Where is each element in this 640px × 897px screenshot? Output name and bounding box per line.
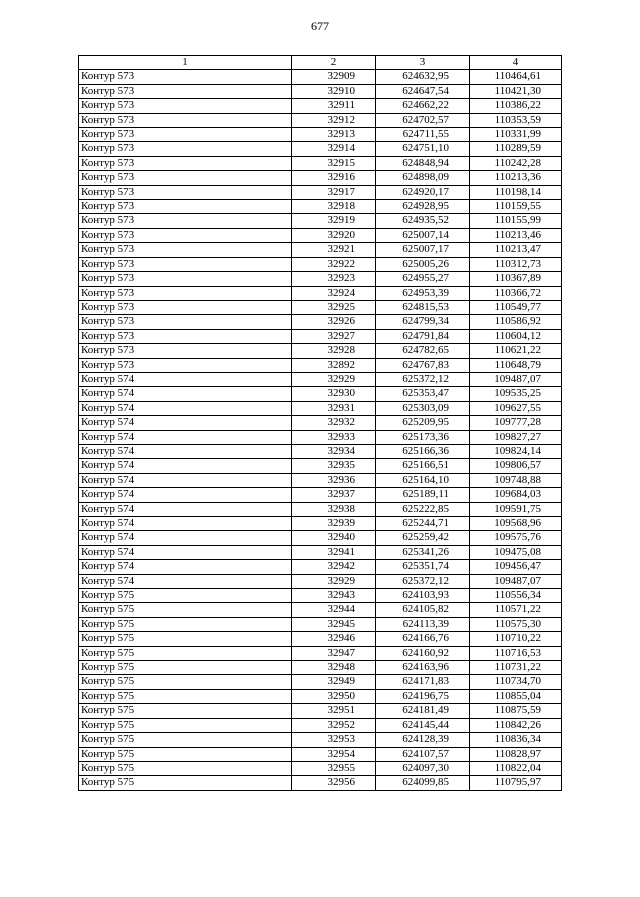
point-number-cell: 32917 <box>292 185 376 199</box>
y-coordinate-cell: 110464,61 <box>470 70 562 84</box>
table-row <box>79 560 562 574</box>
table-row <box>79 358 562 372</box>
table-row <box>79 761 562 775</box>
contour-name-cell: Контур 573 <box>79 214 292 228</box>
point-number-cell: 32928 <box>292 344 376 358</box>
point-number-cell: 32948 <box>292 661 376 675</box>
contour-name-cell: Контур 574 <box>79 517 292 531</box>
x-coordinate-cell: 625209,95 <box>376 416 470 430</box>
point-number-cell: 32956 <box>292 776 376 790</box>
point-number-cell: 32932 <box>292 416 376 430</box>
contour-name-cell: Контур 574 <box>79 502 292 516</box>
x-coordinate-cell: 625372,12 <box>376 372 470 386</box>
point-number-cell: 32919 <box>292 214 376 228</box>
table-row <box>79 272 562 286</box>
x-coordinate-cell: 625007,14 <box>376 228 470 242</box>
table-row <box>79 776 562 790</box>
coordinates-table <box>78 55 562 791</box>
column-header-3: 3 <box>376 56 470 70</box>
point-number-cell: 32926 <box>292 315 376 329</box>
y-coordinate-cell: 110710,22 <box>470 632 562 646</box>
table-row <box>79 444 562 458</box>
y-coordinate-cell: 110549,77 <box>470 300 562 314</box>
point-number-cell: 32914 <box>292 142 376 156</box>
contour-name-cell: Контур 574 <box>79 531 292 545</box>
x-coordinate-cell: 624799,34 <box>376 315 470 329</box>
table-row <box>79 502 562 516</box>
x-coordinate-cell: 625005,26 <box>376 257 470 271</box>
point-number-cell: 32951 <box>292 704 376 718</box>
y-coordinate-cell: 109627,55 <box>470 401 562 415</box>
y-coordinate-cell: 110155,99 <box>470 214 562 228</box>
y-coordinate-cell: 110828,97 <box>470 747 562 761</box>
point-number-cell: 32933 <box>292 430 376 444</box>
contour-name-cell: Контур 575 <box>79 761 292 775</box>
y-coordinate-cell: 110604,12 <box>470 329 562 343</box>
y-coordinate-cell: 110795,97 <box>470 776 562 790</box>
table-body <box>79 70 562 790</box>
y-coordinate-cell: 110366,72 <box>470 286 562 300</box>
x-coordinate-cell: 624166,76 <box>376 632 470 646</box>
contour-name-cell: Контур 574 <box>79 387 292 401</box>
y-coordinate-cell: 109487,07 <box>470 372 562 386</box>
table-row <box>79 329 562 343</box>
contour-name-cell: Контур 575 <box>79 589 292 603</box>
table-row <box>79 473 562 487</box>
x-coordinate-cell: 624935,52 <box>376 214 470 228</box>
point-number-cell: 32935 <box>292 459 376 473</box>
point-number-cell: 32937 <box>292 488 376 502</box>
contour-name-cell: Контур 573 <box>79 171 292 185</box>
contour-name-cell: Контур 573 <box>79 113 292 127</box>
x-coordinate-cell: 624767,83 <box>376 358 470 372</box>
table-row <box>79 257 562 271</box>
table-row <box>79 574 562 588</box>
x-coordinate-cell: 624163,96 <box>376 661 470 675</box>
point-number-cell: 32929 <box>292 372 376 386</box>
table-row <box>79 387 562 401</box>
y-coordinate-cell: 110586,92 <box>470 315 562 329</box>
y-coordinate-cell: 110875,59 <box>470 704 562 718</box>
y-coordinate-cell: 109777,28 <box>470 416 562 430</box>
x-coordinate-cell: 624107,57 <box>376 747 470 761</box>
table-row <box>79 344 562 358</box>
point-number-cell: 32924 <box>292 286 376 300</box>
page-number: 677 <box>311 19 329 33</box>
table-row <box>79 646 562 660</box>
y-coordinate-cell: 109684,03 <box>470 488 562 502</box>
table-row <box>79 99 562 113</box>
contour-name-cell: Контур 574 <box>79 545 292 559</box>
x-coordinate-cell: 624898,09 <box>376 171 470 185</box>
point-number-cell: 32942 <box>292 560 376 574</box>
y-coordinate-cell: 109591,75 <box>470 502 562 516</box>
x-coordinate-cell: 624848,94 <box>376 156 470 170</box>
contour-name-cell: Контур 575 <box>79 617 292 631</box>
column-header-4: 4 <box>470 56 562 70</box>
contour-name-cell: Контур 574 <box>79 560 292 574</box>
x-coordinate-cell: 624196,75 <box>376 689 470 703</box>
table-row <box>79 243 562 257</box>
x-coordinate-cell: 624920,17 <box>376 185 470 199</box>
contour-name-cell: Контур 573 <box>79 300 292 314</box>
x-coordinate-cell: 624647,54 <box>376 84 470 98</box>
x-coordinate-cell: 624099,85 <box>376 776 470 790</box>
point-number-cell: 32915 <box>292 156 376 170</box>
contour-name-cell: Контур 575 <box>79 675 292 689</box>
point-number-cell: 32921 <box>292 243 376 257</box>
contour-name-cell: Контур 574 <box>79 574 292 588</box>
x-coordinate-cell: 625173,36 <box>376 430 470 444</box>
contour-name-cell: Контур 573 <box>79 286 292 300</box>
point-number-cell: 32910 <box>292 84 376 98</box>
contour-name-cell: Контур 574 <box>79 488 292 502</box>
point-number-cell: 32939 <box>292 517 376 531</box>
y-coordinate-cell: 110734,70 <box>470 675 562 689</box>
x-coordinate-cell: 625166,36 <box>376 444 470 458</box>
y-coordinate-cell: 110836,34 <box>470 733 562 747</box>
x-coordinate-cell: 624953,39 <box>376 286 470 300</box>
contour-name-cell: Контур 575 <box>79 718 292 732</box>
point-number-cell: 32929 <box>292 574 376 588</box>
table-row <box>79 286 562 300</box>
x-coordinate-cell: 624181,49 <box>376 704 470 718</box>
point-number-cell: 32923 <box>292 272 376 286</box>
x-coordinate-cell: 625166,51 <box>376 459 470 473</box>
y-coordinate-cell: 110731,22 <box>470 661 562 675</box>
contour-name-cell: Контур 575 <box>79 632 292 646</box>
point-number-cell: 32953 <box>292 733 376 747</box>
x-coordinate-cell: 625303,09 <box>376 401 470 415</box>
point-number-cell: 32892 <box>292 358 376 372</box>
y-coordinate-cell: 109535,25 <box>470 387 562 401</box>
y-coordinate-cell: 110648,79 <box>470 358 562 372</box>
x-coordinate-cell: 625259,42 <box>376 531 470 545</box>
contour-name-cell: Контур 574 <box>79 372 292 386</box>
x-coordinate-cell: 624815,53 <box>376 300 470 314</box>
point-number-cell: 32955 <box>292 761 376 775</box>
table-row <box>79 517 562 531</box>
contour-name-cell: Контур 575 <box>79 603 292 617</box>
y-coordinate-cell: 110367,89 <box>470 272 562 286</box>
contour-name-cell: Контур 573 <box>79 128 292 142</box>
x-coordinate-cell: 624782,65 <box>376 344 470 358</box>
contour-name-cell: Контур 575 <box>79 689 292 703</box>
y-coordinate-cell: 109456,47 <box>470 560 562 574</box>
table-row <box>79 488 562 502</box>
y-coordinate-cell: 110421,30 <box>470 84 562 98</box>
table-row <box>79 315 562 329</box>
y-coordinate-cell: 110289,59 <box>470 142 562 156</box>
contour-name-cell: Контур 574 <box>79 473 292 487</box>
x-coordinate-cell: 625164,10 <box>376 473 470 487</box>
table-row <box>79 531 562 545</box>
x-coordinate-cell: 625222,85 <box>376 502 470 516</box>
y-coordinate-cell: 110353,59 <box>470 113 562 127</box>
y-coordinate-cell: 109827,27 <box>470 430 562 444</box>
y-coordinate-cell: 110312,73 <box>470 257 562 271</box>
point-number-cell: 32941 <box>292 545 376 559</box>
column-header-2: 2 <box>292 56 376 70</box>
y-coordinate-cell: 109824,14 <box>470 444 562 458</box>
y-coordinate-cell: 110556,34 <box>470 589 562 603</box>
point-number-cell: 32912 <box>292 113 376 127</box>
point-number-cell: 32940 <box>292 531 376 545</box>
y-coordinate-cell: 110822,04 <box>470 761 562 775</box>
contour-name-cell: Контур 573 <box>79 70 292 84</box>
x-coordinate-cell: 624791,84 <box>376 329 470 343</box>
table-row <box>79 200 562 214</box>
contour-name-cell: Контур 574 <box>79 444 292 458</box>
x-coordinate-cell: 625351,74 <box>376 560 470 574</box>
contour-name-cell: Контур 573 <box>79 344 292 358</box>
x-coordinate-cell: 624662,22 <box>376 99 470 113</box>
y-coordinate-cell: 110855,04 <box>470 689 562 703</box>
table-row <box>79 689 562 703</box>
x-coordinate-cell: 625341,26 <box>376 545 470 559</box>
x-coordinate-cell: 624097,30 <box>376 761 470 775</box>
table-row <box>79 142 562 156</box>
x-coordinate-cell: 624128,39 <box>376 733 470 747</box>
y-coordinate-cell: 110386,22 <box>470 99 562 113</box>
point-number-cell: 32943 <box>292 589 376 603</box>
table-row <box>79 430 562 444</box>
contour-name-cell: Контур 575 <box>79 747 292 761</box>
table-row <box>79 589 562 603</box>
table-row <box>79 84 562 98</box>
y-coordinate-cell: 109568,96 <box>470 517 562 531</box>
x-coordinate-cell: 625189,11 <box>376 488 470 502</box>
table-row <box>79 675 562 689</box>
table-row <box>79 718 562 732</box>
x-coordinate-cell: 624711,55 <box>376 128 470 142</box>
table-row <box>79 747 562 761</box>
x-coordinate-cell: 624160,92 <box>376 646 470 660</box>
table-row <box>79 632 562 646</box>
point-number-cell: 32946 <box>292 632 376 646</box>
x-coordinate-cell: 624751,10 <box>376 142 470 156</box>
table-row <box>79 603 562 617</box>
x-coordinate-cell: 625244,71 <box>376 517 470 531</box>
y-coordinate-cell: 109487,07 <box>470 574 562 588</box>
contour-name-cell: Контур 575 <box>79 704 292 718</box>
x-coordinate-cell: 624928,95 <box>376 200 470 214</box>
contour-name-cell: Контур 573 <box>79 99 292 113</box>
contour-name-cell: Контур 574 <box>79 459 292 473</box>
x-coordinate-cell: 625372,12 <box>376 574 470 588</box>
table-row <box>79 545 562 559</box>
point-number-cell: 32944 <box>292 603 376 617</box>
point-number-cell: 32927 <box>292 329 376 343</box>
point-number-cell: 32954 <box>292 747 376 761</box>
point-number-cell: 32950 <box>292 689 376 703</box>
x-coordinate-cell: 624171,83 <box>376 675 470 689</box>
point-number-cell: 32938 <box>292 502 376 516</box>
table-row <box>79 401 562 415</box>
point-number-cell: 32947 <box>292 646 376 660</box>
contour-name-cell: Контур 575 <box>79 733 292 747</box>
point-number-cell: 32925 <box>292 300 376 314</box>
point-number-cell: 32913 <box>292 128 376 142</box>
x-coordinate-cell: 624702,57 <box>376 113 470 127</box>
table-row <box>79 704 562 718</box>
table-row <box>79 156 562 170</box>
table-row <box>79 171 562 185</box>
table-row <box>79 459 562 473</box>
contour-name-cell: Контур 573 <box>79 156 292 170</box>
x-coordinate-cell: 624145,44 <box>376 718 470 732</box>
y-coordinate-cell: 110213,47 <box>470 243 562 257</box>
contour-name-cell: Контур 574 <box>79 416 292 430</box>
y-coordinate-cell: 110716,53 <box>470 646 562 660</box>
x-coordinate-cell: 624103,93 <box>376 589 470 603</box>
contour-name-cell: Контур 574 <box>79 430 292 444</box>
point-number-cell: 32934 <box>292 444 376 458</box>
point-number-cell: 32945 <box>292 617 376 631</box>
point-number-cell: 32920 <box>292 228 376 242</box>
table-row <box>79 617 562 631</box>
table-row <box>79 185 562 199</box>
contour-name-cell: Контур 573 <box>79 272 292 286</box>
point-number-cell: 32931 <box>292 401 376 415</box>
table-row <box>79 113 562 127</box>
table-row <box>79 300 562 314</box>
column-header-1: 1 <box>79 56 292 70</box>
contour-name-cell: Контур 573 <box>79 329 292 343</box>
table-row <box>79 372 562 386</box>
contour-name-cell: Контур 574 <box>79 401 292 415</box>
contour-name-cell: Контур 573 <box>79 84 292 98</box>
x-coordinate-cell: 625007,17 <box>376 243 470 257</box>
y-coordinate-cell: 110159,55 <box>470 200 562 214</box>
point-number-cell: 32949 <box>292 675 376 689</box>
y-coordinate-cell: 109806,57 <box>470 459 562 473</box>
contour-name-cell: Контур 575 <box>79 661 292 675</box>
point-number-cell: 32922 <box>292 257 376 271</box>
point-number-cell: 32911 <box>292 99 376 113</box>
contour-name-cell: Контур 573 <box>79 257 292 271</box>
x-coordinate-cell: 624105,82 <box>376 603 470 617</box>
contour-name-cell: Контур 575 <box>79 646 292 660</box>
point-number-cell: 32918 <box>292 200 376 214</box>
y-coordinate-cell: 110242,28 <box>470 156 562 170</box>
point-number-cell: 32909 <box>292 70 376 84</box>
y-coordinate-cell: 109475,08 <box>470 545 562 559</box>
contour-name-cell: Контур 575 <box>79 776 292 790</box>
table-row <box>79 214 562 228</box>
point-number-cell: 32930 <box>292 387 376 401</box>
contour-name-cell: Контур 573 <box>79 200 292 214</box>
point-number-cell: 32952 <box>292 718 376 732</box>
y-coordinate-cell: 110213,36 <box>470 171 562 185</box>
y-coordinate-cell: 110571,22 <box>470 603 562 617</box>
table-row <box>79 128 562 142</box>
contour-name-cell: Контур 573 <box>79 142 292 156</box>
point-number-cell: 32916 <box>292 171 376 185</box>
y-coordinate-cell: 109748,88 <box>470 473 562 487</box>
y-coordinate-cell: 110213,46 <box>470 228 562 242</box>
y-coordinate-cell: 110331,99 <box>470 128 562 142</box>
contour-name-cell: Контур 573 <box>79 358 292 372</box>
table-row <box>79 733 562 747</box>
table-row <box>79 416 562 430</box>
contour-name-cell: Контур 573 <box>79 228 292 242</box>
table-row <box>79 228 562 242</box>
contour-name-cell: Контур 573 <box>79 243 292 257</box>
y-coordinate-cell: 110842,26 <box>470 718 562 732</box>
x-coordinate-cell: 625353,47 <box>376 387 470 401</box>
y-coordinate-cell: 110575,30 <box>470 617 562 631</box>
x-coordinate-cell: 624113,39 <box>376 617 470 631</box>
contour-name-cell: Контур 573 <box>79 315 292 329</box>
y-coordinate-cell: 110621,22 <box>470 344 562 358</box>
y-coordinate-cell: 109575,76 <box>470 531 562 545</box>
x-coordinate-cell: 624955,27 <box>376 272 470 286</box>
contour-name-cell: Контур 573 <box>79 185 292 199</box>
table-row <box>79 661 562 675</box>
table-header-row <box>79 56 562 70</box>
point-number-cell: 32936 <box>292 473 376 487</box>
table-row <box>79 70 562 84</box>
y-coordinate-cell: 110198,14 <box>470 185 562 199</box>
x-coordinate-cell: 624632,95 <box>376 70 470 84</box>
